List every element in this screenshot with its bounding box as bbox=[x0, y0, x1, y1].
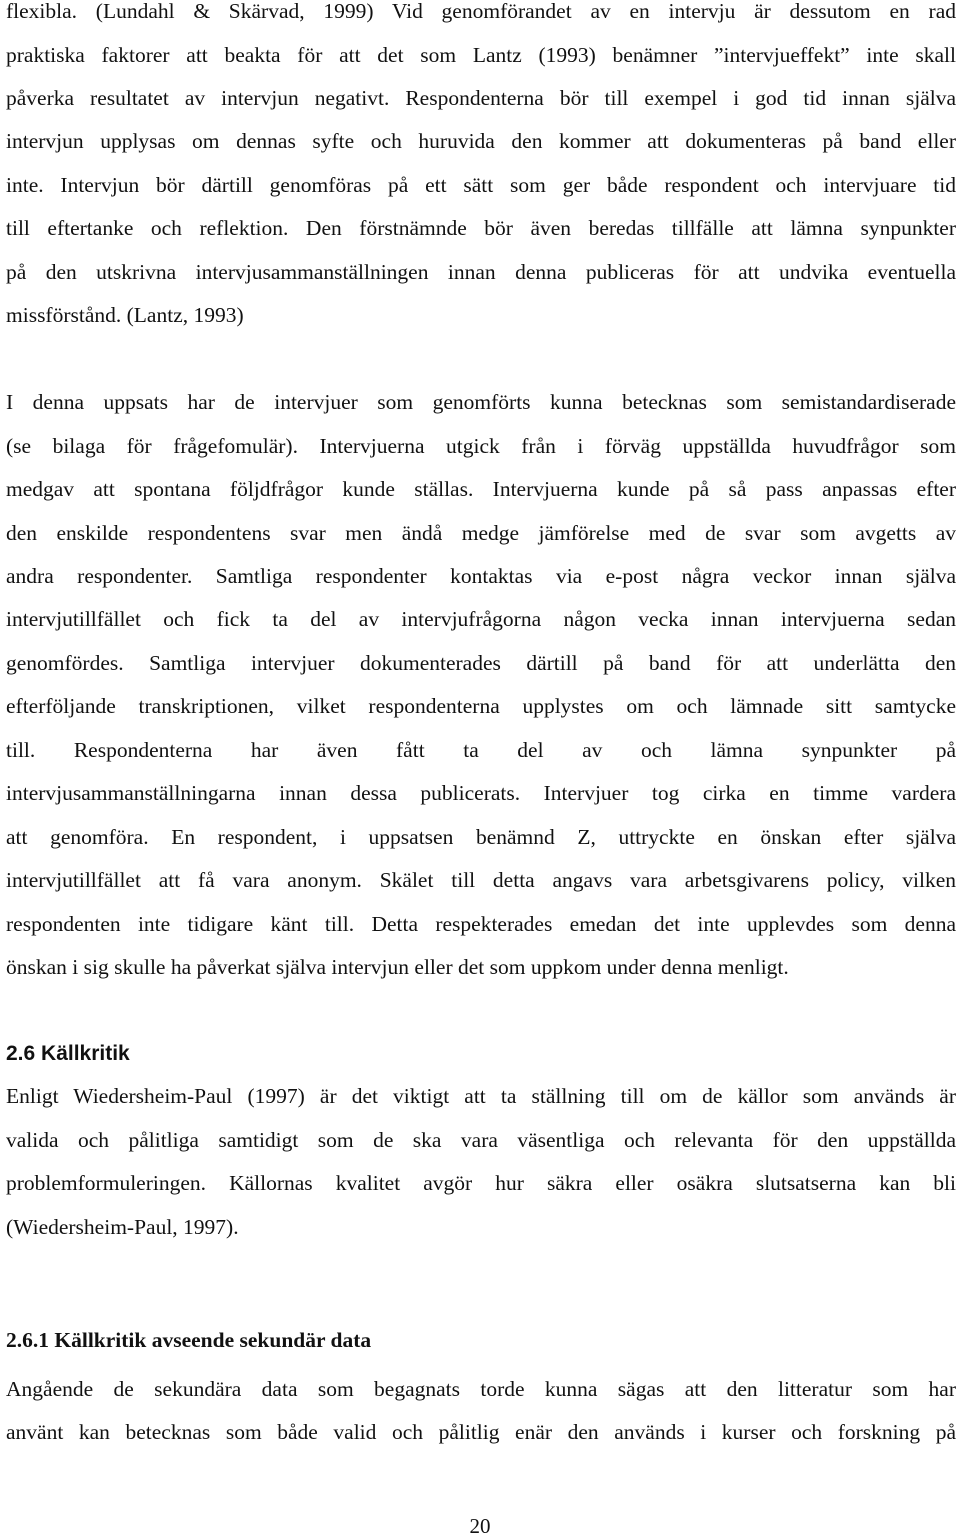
text-line: flexibla. (Lundahl & Skärvad, 1999) Vid genomförandet av en intervju är dessutom en rad bbox=[6, 0, 956, 23]
page-number: 20 bbox=[469, 1514, 491, 1538]
section-heading: 2.6 Källkritik bbox=[6, 1042, 130, 1065]
text-line: genomfördes. Samtliga intervjuer dokumenterades därtill på band för att underlätta den bbox=[6, 651, 956, 675]
text-line: valida och pålitliga samtidigt som de ska vara väsentliga och relevanta för den uppställda bbox=[6, 1128, 956, 1152]
subsection-heading: 2.6.1 Källkritik avseende sekundär data bbox=[6, 1328, 372, 1352]
text-line: intervjun upplysas om dennas syfte och huruvida den kommer att dokumenteras på band eller bbox=[6, 129, 956, 153]
text-line: respondenten inte tidigare känt till. Detta respekterades emedan det inte upplevdes som denna bbox=[6, 912, 956, 936]
text-line: intervjutillfället och fick ta del av intervjufrågorna någon vecka innan intervjuerna sedan bbox=[6, 607, 956, 631]
text-line: använt kan betecknas som både valid och pålitlig enär den används i kurser och forskning på bbox=[6, 1420, 956, 1444]
text-line: inte. Intervjun bör därtill genomföras på ett sätt som ger både respondent och intervjuare tid bbox=[6, 173, 956, 197]
text-line: efterföljande transkriptionen, vilket respondenterna upplystes om och lämnade sitt samtycke bbox=[6, 694, 956, 718]
text-line: I denna uppsats har de intervjuer som genomförts kunna betecknas som semistandardiserade bbox=[6, 390, 956, 414]
text-line: medgav att spontana följdfrågor kunde ställas. Intervjuerna kunde på så pass anpassas efter bbox=[6, 477, 956, 501]
text-line: den enskilde respondentens svar men ändå medge jämförelse med de svar som avgetts av bbox=[6, 521, 956, 545]
text-line: intervjutillfället att få vara anonym. Skälet till detta angavs vara arbetsgivarens policy, vilken bbox=[6, 868, 956, 892]
text-line: (Wiedersheim-Paul, 1997). bbox=[6, 1215, 239, 1239]
text-line: problemformuleringen. Källornas kvalitet avgör hur säkra eller osäkra slutsatserna kan bli bbox=[6, 1171, 956, 1195]
text-line: påverka resultatet av intervjun negativt. Respondenterna bör till exempel i god tid innan själva bbox=[6, 86, 956, 110]
text-line: Angående de sekundära data som begagnats torde kunna sägas att den litteratur som har bbox=[6, 1377, 956, 1401]
text-line: praktiska faktorer att beakta för att det som Lantz (1993) benämner ”intervjueffekt” inte skall bbox=[6, 43, 956, 67]
text-line: till eftertanke och reflektion. Den förstnämnde bör även beredas tillfälle att lämna synpunkter bbox=[6, 216, 956, 240]
text-line: att genomföra. En respondent, i uppsatsen benämnd Z, uttryckte en önskan efter själva bbox=[6, 825, 956, 849]
text-line: Enligt Wiedersheim-Paul (1997) är det viktigt att ta ställning till om de källor som används är bbox=[6, 1084, 956, 1108]
text-line: (se bilaga för frågefomulär). Intervjuerna utgick från i förväg uppställda huvudfrågor som bbox=[6, 434, 956, 458]
text-line: till. Respondenterna har även fått ta del av och lämna synpunkter på bbox=[6, 738, 956, 762]
text-line: önskan i sig skulle ha påverkat själva intervjun eller det som uppkom under denna menligt. bbox=[6, 955, 789, 979]
text-line: missförstånd. (Lantz, 1993) bbox=[6, 303, 244, 327]
text-line: på den utskrivna intervjusammanställningen innan denna publiceras för att undvika eventuella bbox=[6, 260, 956, 284]
text-line: intervjusammanställningarna innan dessa publicerats. Intervjuer tog cirka en timme vardera bbox=[6, 781, 956, 805]
text-line: andra respondenter. Samtliga respondenter kontaktas via e-post några veckor innan själva bbox=[6, 564, 956, 588]
